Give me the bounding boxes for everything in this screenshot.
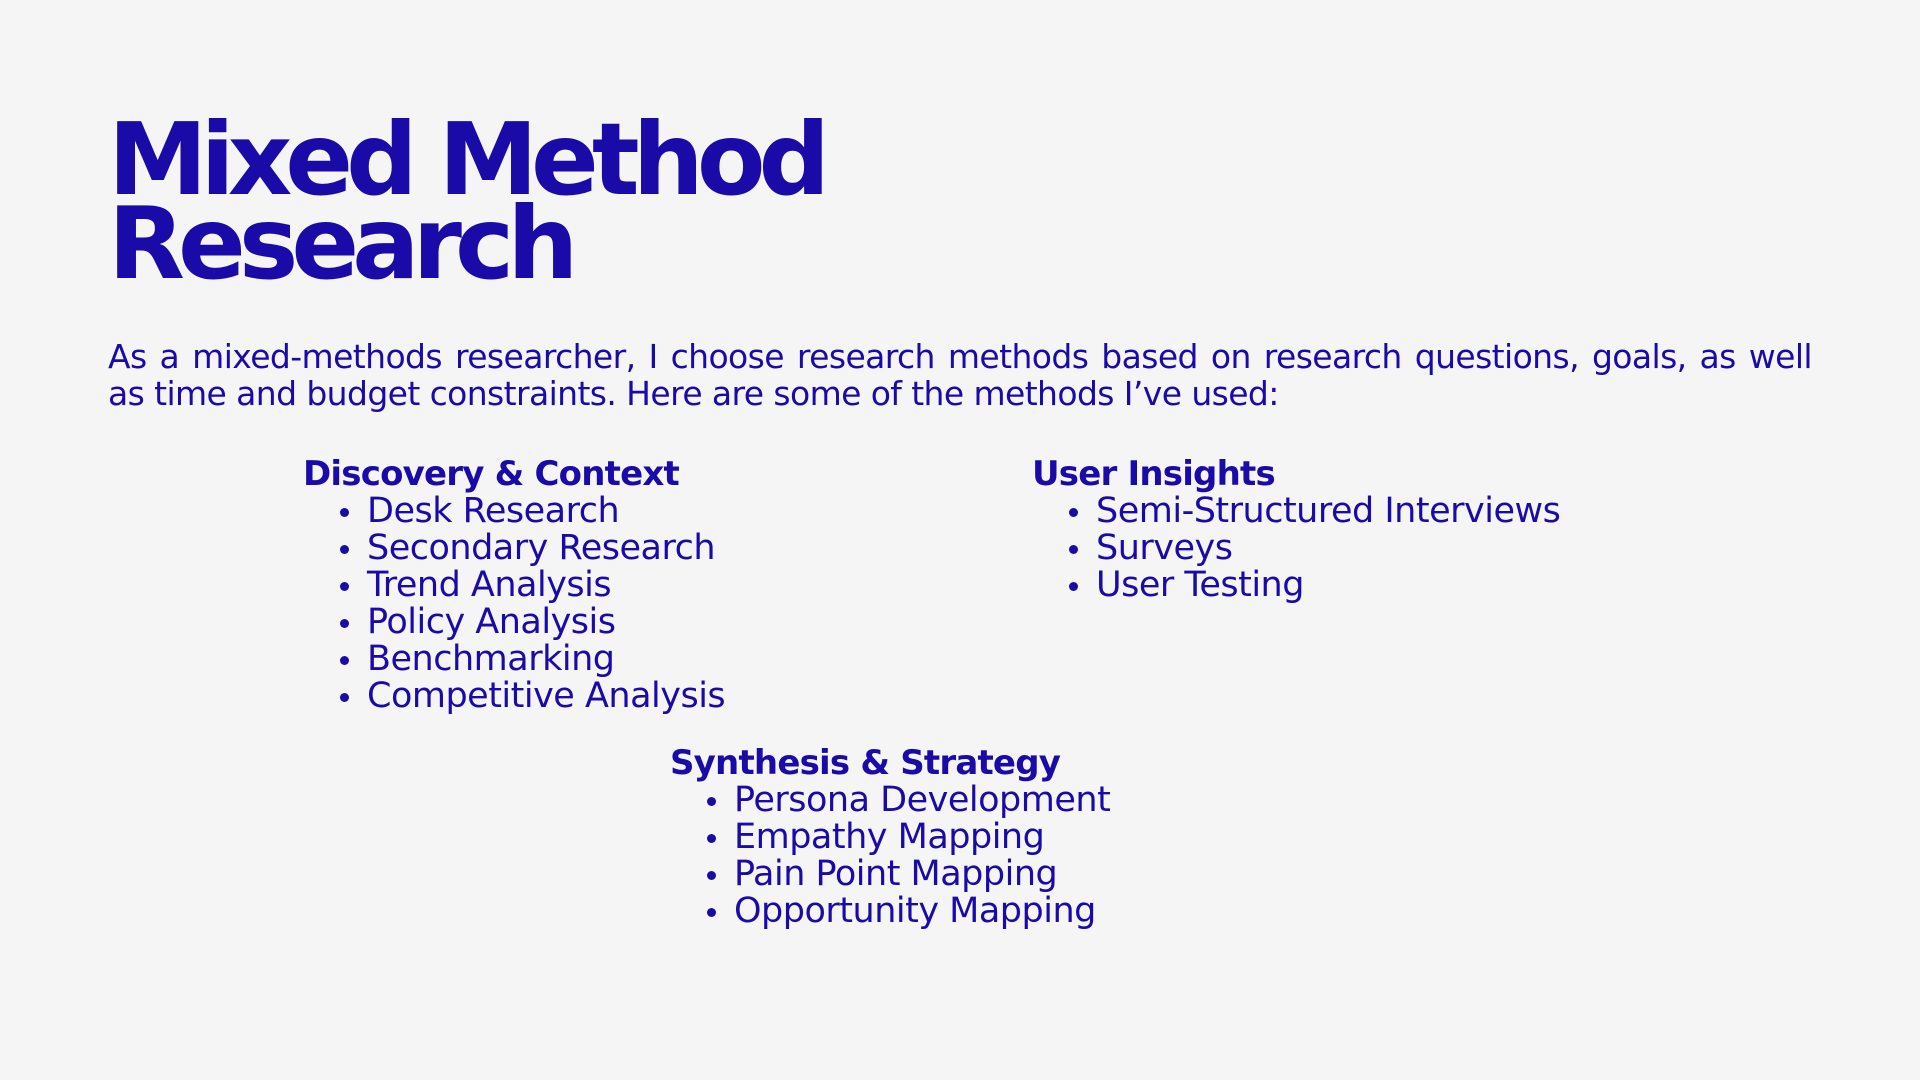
list-item [303,604,725,641]
title-line-2: Research [108,185,572,302]
list-item [303,493,725,530]
bullet-icon [707,797,716,806]
list-item [303,641,725,678]
method-list [303,493,725,715]
list-item [1032,493,1560,530]
group-heading: Discovery & Context [303,454,679,494]
list-item-label: Surveys [1096,528,1233,568]
list-item [670,819,1110,856]
page-title [108,101,824,302]
bullet-icon [1069,545,1078,554]
list-item-label: Competitive Analysis [367,676,726,716]
title-line-1: Mixed Method [108,101,824,218]
list-item-label: Policy Analysis [367,602,616,642]
list-item-label: Semi-Structured Interviews [1096,491,1561,531]
list-item-label: Opportunity Mapping [734,891,1096,931]
bullet-icon [707,834,716,843]
bullet-icon [340,508,349,517]
bullet-icon [707,908,716,917]
list-item-label: Desk Research [367,491,620,531]
group-heading: User Insights [1032,454,1275,494]
bullet-icon [340,545,349,554]
group-heading: Synthesis & Strategy [670,743,1061,783]
list-item-label: Trend Analysis [367,565,612,605]
list-item-label: Pain Point Mapping [734,854,1058,894]
list-item [670,893,1110,930]
list-item-label: Secondary Research [367,528,716,568]
bullet-icon [340,619,349,628]
list-item-label: Benchmarking [367,639,615,679]
bullet-icon [340,656,349,665]
intro-paragraph: As a mixed-methods researcher, I choose research methods based on research questions, goals, as well as time and budget constraints. Here are some of the methods I’ve used: [108,337,1812,413]
list-item-label: User Testing [1096,565,1304,605]
list-item [670,782,1110,819]
method-group-user-insights [1032,456,1560,604]
bullet-icon [340,693,349,702]
list-item [1032,567,1560,604]
list-item [670,856,1110,893]
bullet-icon [707,871,716,880]
list-item [303,567,725,604]
list-item [303,678,725,715]
list-item-label: Persona Development [734,780,1111,820]
bullet-icon [340,582,349,591]
bullet-icon [1069,508,1078,517]
list-item-label: Empathy Mapping [734,817,1045,857]
list-item [303,530,725,567]
method-list [1032,493,1560,604]
method-list [670,782,1110,930]
list-item [1032,530,1560,567]
method-group-discovery-context [303,456,725,715]
method-group-synthesis-strategy [670,745,1110,930]
bullet-icon [1069,582,1078,591]
